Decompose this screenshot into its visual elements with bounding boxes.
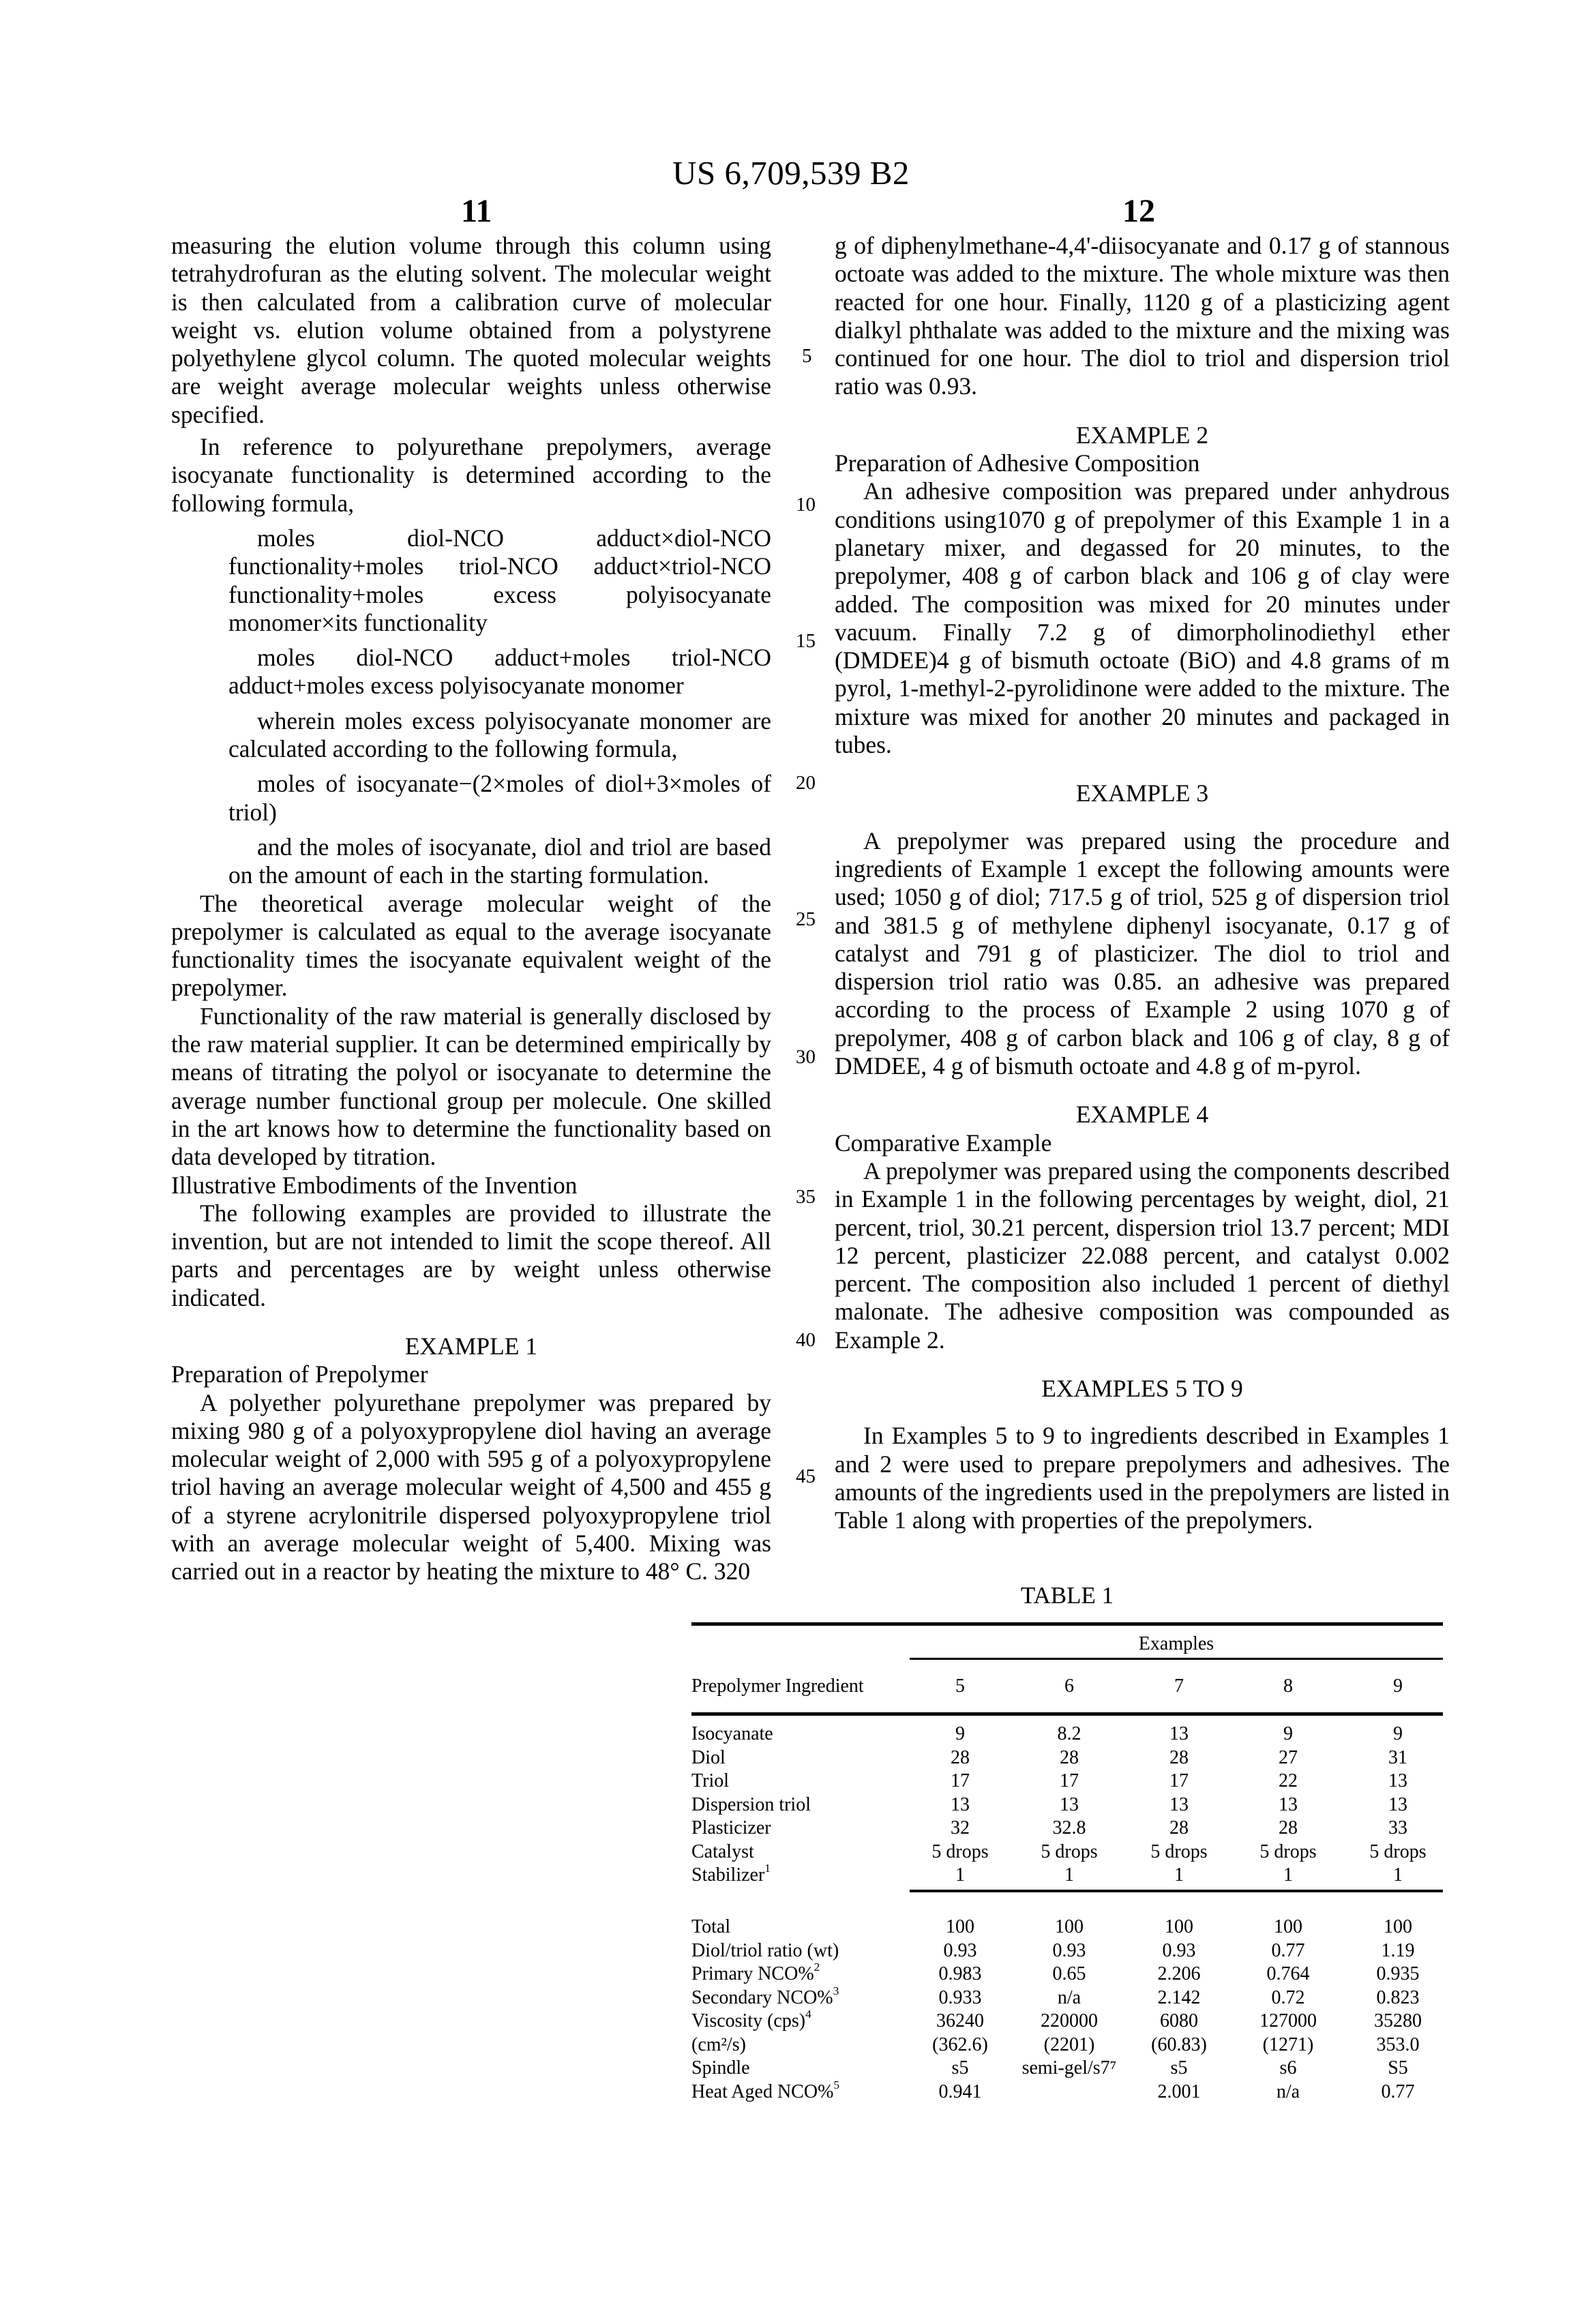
column-header: 6 [1064,1675,1074,1697]
table-row [691,1841,1443,1864]
table-cell: 100 [1384,1916,1412,1937]
footnote-marker: 3 [833,1984,839,1997]
row-label [691,1793,811,1817]
table-cell: n/a [1276,2081,1300,2102]
table-cell: 2.142 [1157,1986,1201,2008]
table-cell: 5 drops [931,1841,989,1862]
line-number: 15 [796,630,816,652]
table-cell: 0.93 [1052,1939,1086,1961]
paragraph: The theoretical average molecular weight of the prepolymer is calculated as equal to the average isocyanate functionality times the isocyanate equivalent weight of the prepolymer. [171,889,771,1002]
table-cell: 1 [955,1864,965,1886]
table-row [691,1723,1443,1746]
paragraph: measuring the elution volume through this column using tetrahydrofuran as the eluting solvent. The molecular weight is then calculated from a calibration curve of molecular weight vs. elution volume obtained from a polystyrene polyethylene glycol column. The quoted molecular weights are weight average molecular weights unless otherwise specified. [171,232,771,428]
row-label-text: Viscosity (cps) [691,2010,806,2031]
column-header: 7 [1174,1675,1184,1697]
table-cell: 6080 [1160,2010,1198,2031]
table-group-header: Examples [1138,1633,1214,1654]
table-ingredients-body [691,1723,1443,1888]
column-header: 8 [1283,1675,1293,1697]
table-cell: 1.19 [1381,1939,1415,1961]
row-header-label: Prepolymer Ingredient [691,1675,864,1697]
table-cell: 5 drops [1259,1841,1317,1862]
table-cell: 13 [951,1793,970,1815]
table-cell: 5 drops [1041,1841,1098,1862]
footnote-marker: 5 [833,2078,840,2091]
right-page-number: 12 [1122,193,1155,229]
table-cell: 17 [951,1770,970,1791]
table-cell: 9 [1393,1723,1403,1744]
table-cell: 35280 [1374,2010,1422,2031]
row-label [691,1986,839,2010]
row-label [691,1864,771,1888]
footnote-marker: 2 [814,1961,820,1974]
table-cell: 1 [1393,1864,1403,1886]
table-cell: 0.941 [938,2081,982,2102]
table-cell: (2201) [1043,2034,1095,2055]
table-row [691,1793,1443,1817]
table-cell: n/a [1057,1986,1081,2008]
example-4-heading: EXAMPLE 4 [1075,1101,1209,1129]
example-1-subheading: Preparation of Prepolymer [171,1360,428,1388]
row-label [691,1770,729,1793]
table-cell: 0.935 [1376,1963,1420,1984]
table-cell: 36240 [936,2010,984,2031]
table-row [691,1817,1443,1841]
column-header: 5 [955,1675,965,1697]
formula-note: wherein moles excess polyisocyanate monomer are calculated according to the following formula, [228,706,771,763]
table-cell: 22 [1279,1770,1298,1791]
table-top-rule [691,1622,1443,1626]
row-label [691,1841,754,1864]
paragraph: In reference to polyurethane prepolymers, average isocyanate functionality is determined according to the following formula, [171,433,771,517]
table-row [691,1770,1443,1793]
column-header: 9 [1393,1675,1403,1697]
table-cell: 13 [1279,1793,1298,1815]
example-4-text: A prepolymer was prepared using the components described in Example 1 in the following percentages by weight, diol, 21 percent, triol, 30.21 percent, dispersion triol 13.7 percent; MDI 12 percent, plasticizer 22.088 percent, and catalyst 0.002 percent. The composition also included 1 percent of diethyl malonate. The adhesive composition was compounded as Example 2. [835,1157,1450,1354]
table-cell: s5 [1170,2057,1188,2079]
row-label-text: Stabilizer [691,1864,765,1886]
table-cell: 0.764 [1266,1963,1310,1984]
table-row [691,1864,1443,1888]
table-row [691,1939,1443,1963]
row-label-text: Total [691,1916,731,1937]
table-row [691,2057,1443,2081]
right-column [835,232,1450,1534]
row-label [691,1746,726,1770]
row-label-text: Heat Aged NCO% [691,2081,834,2102]
table-cell: 13 [1169,1723,1189,1744]
table-cell: 0.77 [1381,2081,1415,2102]
row-label-text: Triol [691,1770,730,1791]
table-cell: 28 [1169,1817,1189,1838]
table-cell: S5 [1388,2057,1408,2079]
table-cell: semi-gel/s7⁷ [1021,2057,1117,2079]
line-number: 30 [796,1046,816,1068]
table-cell: s6 [1279,2057,1297,2079]
line-number: 40 [796,1329,816,1351]
table-cell: 5 drops [1150,1841,1208,1862]
table-cell: 33 [1388,1817,1407,1838]
row-label [691,1916,730,1939]
line-number: 45 [796,1465,816,1487]
row-label-text: Diol [691,1746,726,1768]
example-2-heading: EXAMPLE 2 [1075,421,1209,449]
table-cell: 0.77 [1271,1939,1305,1961]
table-cell: 8.2 [1057,1723,1081,1744]
row-label [691,1939,839,1963]
example-1-heading: EXAMPLE 1 [404,1332,538,1360]
line-number: 25 [796,908,816,930]
row-label-text: Spindle [691,2057,750,2079]
table-cell: 13 [1388,1770,1407,1791]
row-label [691,1963,820,1986]
row-label-text: Primary NCO% [691,1963,814,1984]
table-cell: 13 [1169,1793,1189,1815]
row-label [691,2078,840,2104]
table-row [691,2078,1443,2104]
table-cell: 0.72 [1271,1986,1305,2008]
table-header-rule [691,1712,1443,1716]
table-group-rule [910,1658,1443,1660]
patent-number: US 6,709,539 B2 [672,154,910,192]
table-row [691,1916,1443,1939]
table-row [691,2034,1443,2057]
table-properties-body [691,1916,1443,2104]
table-row [691,1963,1443,1986]
table-subtotal-rule [910,1890,1443,1892]
table-cell: 28 [951,1746,970,1768]
line-number: 35 [796,1186,816,1208]
formula-denominator: moles diol-NCO adduct+moles triol-NCO adduct+moles excess polyisocyanate monomer [228,644,771,700]
footnote-marker: 1 [764,1862,771,1875]
row-label-text: Catalyst [691,1841,754,1862]
table-cell: 0.983 [938,1963,982,1984]
table-title: TABLE 1 [1020,1582,1114,1609]
paragraph: g of diphenylmethane-4,4'-diisocyanate and 0.17 g of stannous octoate was added to the mixture. The whole mixture was then reacted for one hour. Finally, 1120 g of a plasticizing agent dialkyl phthalate was added to the mixture and the mixing was continued for one hour. The diol to triol and dispersion triol ratio was 0.93. [835,232,1450,400]
examples-5-to-9-heading: EXAMPLES 5 TO 9 [1041,1374,1243,1402]
table-cell: 9 [955,1723,965,1744]
table-row [691,1986,1443,2010]
table-cell: 17 [1169,1770,1189,1791]
table-cell: 9 [1283,1723,1293,1744]
table-cell: 100 [946,1916,974,1937]
table-cell: 1 [1283,1864,1293,1886]
table-cell: 100 [1055,1916,1084,1937]
table-cell: 0.65 [1052,1963,1086,1984]
table-cell: (1271) [1262,2034,1314,2055]
paragraph: The following examples are provided to illustrate the invention, but are not intended to limit the scope thereof. All parts and percentages are by weight unless otherwise indicated. [171,1199,771,1311]
left-column [171,232,771,1586]
row-label [691,2010,811,2034]
table-row [691,1746,1443,1770]
example-4-subheading: Comparative Example [835,1129,1052,1157]
row-label-text: Dispersion triol [691,1793,811,1815]
left-page-number: 11 [461,193,492,229]
table-cell: 2.001 [1157,2081,1201,2102]
table-cell: 100 [1165,1916,1193,1937]
example-3-text: A prepolymer was prepared using the procedure and ingredients of Example 1 except the following amounts were used; 1050 g of diol; 717.5 g of triol, 525 g of dispersion triol and 381.5 g of methylene diphenyl isocyanate, 0.17 g of catalyst and 791 g of plasticizer. The diol to triol and dispersion triol ratio was 0.85. an adhesive was prepared according to the process of Example 2 using 1070 g of prepolymer, 408 g of carbon black and 106 g of clay, 8 g of DMDEE, 4 g of bismuth octoate and 4.8 g of m-pyrol. [835,826,1450,1080]
table-cell: 28 [1060,1746,1079,1768]
row-label-text: Plasticizer [691,1817,771,1838]
table-cell: 5 drops [1369,1841,1427,1862]
table-cell: 0.93 [943,1939,977,1961]
table-cell: 32 [951,1817,970,1838]
row-label-text: Secondary NCO% [691,1986,833,2008]
table-cell: (362.6) [932,2034,988,2055]
row-label [691,2034,746,2057]
table-cell: 13 [1388,1793,1407,1815]
table-cell: 1 [1174,1864,1184,1886]
table-cell: 100 [1274,1916,1302,1937]
row-label-text: (cm²/s) [691,2034,746,2055]
table-cell: 28 [1279,1817,1298,1838]
row-label [691,2057,750,2081]
example-2-subheading: Preparation of Adhesive Composition [835,449,1200,477]
table-cell: 27 [1279,1746,1298,1768]
table-row [691,2010,1443,2034]
table-cell: 1 [1064,1864,1074,1886]
table-cell: 17 [1060,1770,1079,1791]
footnote-marker: 4 [805,2008,811,2021]
example-3-heading: EXAMPLE 3 [1075,779,1209,807]
row-label-text: Isocyanate [691,1723,773,1744]
table-cell: 0.823 [1376,1986,1420,2008]
line-number: 5 [802,345,812,367]
row-label [691,1723,773,1746]
paragraph: Functionality of the raw material is generally disclosed by the raw material supplier. It can be determined empirically by means of titrating the polyol or isocyanate to determine the average number functional group per molecule. One skilled in the art knows how to determine the functionality based on data developed by titration. [171,1002,771,1171]
table-cell: (60.83) [1151,2034,1207,2055]
examples-5-to-9-text: In Examples 5 to 9 to ingredients described in Examples 1 and 2 were used to prepare prepolymers and adhesives. The amounts of the ingredients used in the prepolymers are listed in Table 1 along with properties of the prepolymers. [835,1422,1450,1534]
table-cell: 13 [1060,1793,1079,1815]
formula-excess-monomer: moles of isocyanate−(2×moles of diol+3×moles of triol) [228,770,771,826]
table-cell: 0.933 [938,1986,982,2008]
row-label-text: Diol/triol ratio (wt) [691,1939,839,1961]
formula-basis-note: and the moles of isocyanate, diol and triol are based on the amount of each in the starting formulation. [228,833,771,889]
table-cell: 0.93 [1162,1939,1196,1961]
table-cell: 28 [1169,1746,1189,1768]
table-cell: 31 [1388,1746,1407,1768]
section-heading: Illustrative Embodiments of the Invention [171,1171,578,1199]
table-cell: 220000 [1041,2010,1098,2031]
table-header-row [691,1675,1443,1699]
line-number: 20 [796,772,816,794]
example-2-text: An adhesive composition was prepared under anhydrous conditions using1070 g of prepolymer of this Example 1 in a planetary mixer, and degassed for 20 minutes, to the prepolymer, 408 g of carbon black and 106 g of clay were added. The composition was mixed for 20 minutes under vacuum. Finally 7.2 g of dimorpholinodiethyl ether (DMDEE)4 g of bismuth octoate (BiO) and 4.8 grams of m pyrol, 1-methyl-2-pyrolidinone were added to the mixture. The mixture was mixed for another 20 minutes and packaged in tubes. [835,477,1450,759]
table-cell: 2.206 [1157,1963,1201,1984]
table-cell: 127000 [1259,2010,1317,2031]
example-1-text: A polyether polyurethane prepolymer was prepared by mixing 980 g of a polyoxypropylene diol having an average molecular weight of 2,000 with 595 g of a polyoxypropylene triol having an average molecular weight of 4,500 and 455 g of a styrene acrylonitrile dispersed polyoxypropylene triol with an average molecular weight of 5,400. Mixing was carried out in a reactor by heating the mixture to 48° C. 320 [171,1388,771,1585]
row-label [691,1817,771,1841]
table-cell: 353.0 [1376,2034,1420,2055]
table-cell: 32.8 [1052,1817,1086,1838]
formula-numerator: moles diol-NCO adduct×diol-NCO functionality+moles triol-NCO adduct×triol-NCO functionality+moles excess polyisocyanate monomer×its functionality [228,524,771,636]
line-number: 10 [796,494,816,516]
table-cell: s5 [951,2057,969,2079]
